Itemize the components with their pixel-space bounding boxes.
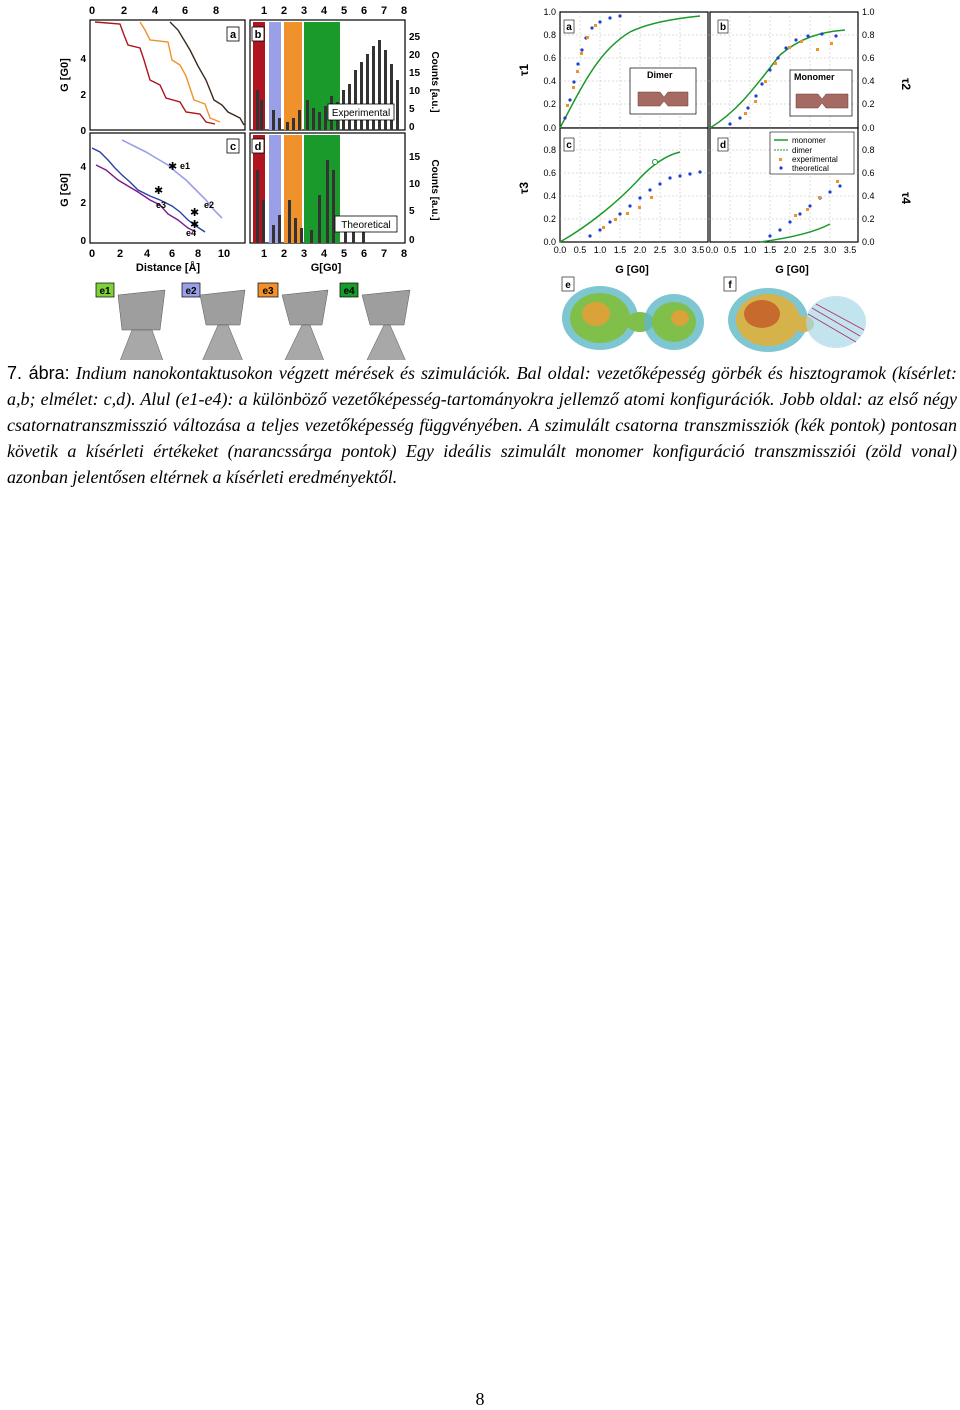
tick: 0 bbox=[88, 5, 96, 17]
legend-monomer: monomer bbox=[792, 136, 826, 145]
tick: 0.4 bbox=[862, 76, 875, 86]
tick: 4 bbox=[320, 248, 328, 260]
tick: 0.6 bbox=[543, 53, 556, 63]
tick: 3.5 bbox=[691, 245, 705, 255]
tick: 0.8 bbox=[862, 30, 875, 40]
tick: 0.0 bbox=[553, 245, 567, 255]
tick: 0.4 bbox=[543, 76, 556, 86]
tau4-label: τ4 bbox=[899, 191, 913, 205]
tick: 7 bbox=[380, 5, 388, 17]
tau-right-ticks bbox=[862, 7, 875, 247]
tau3-label: τ3 bbox=[517, 181, 531, 195]
xlabel-d: G [G0] bbox=[775, 264, 809, 276]
theoretical-label: Theoretical bbox=[341, 220, 391, 231]
tick: 0 bbox=[80, 126, 86, 137]
tick: 2 bbox=[120, 5, 128, 17]
panel-c-label: c bbox=[229, 141, 237, 153]
experimental-label: Experimental bbox=[331, 108, 391, 119]
tick: 3 bbox=[300, 248, 308, 260]
tick: 1.0 bbox=[543, 7, 556, 17]
tick: 3 bbox=[300, 5, 308, 17]
counts-label-b: Counts [a.u.] bbox=[429, 51, 440, 113]
tick: 10 bbox=[409, 179, 421, 190]
tick: 0.5 bbox=[573, 245, 587, 255]
density-image-e bbox=[562, 286, 704, 350]
tick: 1.0 bbox=[743, 245, 757, 255]
monomer-label: Monomer bbox=[794, 72, 835, 82]
tick: 0.0 bbox=[862, 237, 875, 247]
tick: 0.8 bbox=[862, 145, 875, 155]
tick: 1 bbox=[260, 248, 268, 260]
tick: 0.6 bbox=[862, 168, 875, 178]
tick: 4 bbox=[80, 162, 86, 173]
tau2-label: τ2 bbox=[899, 77, 913, 91]
xlabel-g: G[G0] bbox=[310, 262, 342, 274]
tick: 3.0 bbox=[673, 245, 687, 255]
tile-e3 bbox=[258, 283, 328, 360]
tick: 15 bbox=[409, 68, 421, 79]
tick: 0.6 bbox=[862, 53, 875, 63]
panel-b-label: b bbox=[254, 29, 262, 41]
tick: 0 bbox=[409, 122, 415, 133]
tick: 0.2 bbox=[862, 214, 875, 224]
tick: 8 bbox=[194, 248, 202, 260]
tick: 10 bbox=[409, 86, 421, 97]
tick: 0.2 bbox=[543, 214, 556, 224]
panel-d-label: d bbox=[254, 141, 262, 153]
tick: 0 bbox=[80, 236, 86, 247]
tick: 0.0 bbox=[543, 123, 556, 133]
tile-e3-label: e3 bbox=[262, 286, 274, 297]
left-bottom-axis bbox=[89, 248, 407, 260]
tile-e1 bbox=[96, 283, 165, 360]
tick: 5 bbox=[340, 5, 348, 17]
marker-e4: ✱ bbox=[190, 219, 200, 231]
tick: 2 bbox=[80, 90, 86, 101]
right-label-c: c bbox=[566, 140, 572, 151]
tick: 0.4 bbox=[862, 191, 875, 201]
tick: 4 bbox=[151, 5, 159, 17]
counts-label-d: Counts [a.u.] bbox=[429, 159, 440, 221]
tick: 0.0 bbox=[543, 237, 556, 247]
tick: 0.4 bbox=[543, 191, 556, 201]
tick: 0.2 bbox=[862, 99, 875, 109]
legend-dimer: dimer bbox=[792, 146, 813, 155]
marker-e2: ✱ bbox=[190, 207, 200, 219]
tick: 6 bbox=[168, 248, 176, 260]
tick: 0.8 bbox=[543, 30, 556, 40]
tick: 1.5 bbox=[613, 245, 627, 255]
tick: 0.0 bbox=[862, 123, 875, 133]
dimer-label: Dimer bbox=[647, 70, 673, 80]
xlabel-distance: Distance [Å] bbox=[135, 262, 201, 274]
right-label-f: f bbox=[728, 280, 732, 291]
right-label-a: a bbox=[566, 22, 572, 33]
tick: 10 bbox=[217, 248, 231, 260]
legend bbox=[770, 132, 854, 174]
tick: 8 bbox=[400, 5, 408, 17]
tile-e4-label: e4 bbox=[343, 286, 355, 297]
tick: 1.0 bbox=[862, 7, 875, 17]
tick: 2 bbox=[280, 5, 288, 17]
atomic-configurations bbox=[96, 283, 410, 360]
tau1-label: τ1 bbox=[517, 63, 531, 77]
left-top-axis bbox=[89, 5, 407, 17]
panel-c-frame bbox=[90, 133, 245, 243]
tick: 6 bbox=[181, 5, 189, 17]
tick: 6 bbox=[360, 5, 368, 17]
label-e3: e3 bbox=[156, 200, 167, 210]
label-e2: e2 bbox=[204, 200, 215, 210]
tick: 4 bbox=[143, 248, 151, 260]
tick: 2 bbox=[80, 198, 86, 209]
caption-label: 7. ábra: bbox=[7, 363, 70, 383]
tile-e1-label: e1 bbox=[99, 286, 111, 297]
marker-e1: ✱ bbox=[168, 161, 178, 173]
tick: 1 bbox=[260, 5, 268, 17]
tick: 7 bbox=[380, 248, 388, 260]
tick: 5 bbox=[409, 206, 415, 217]
right-label-b: b bbox=[719, 22, 727, 33]
tick: 0 bbox=[409, 235, 415, 246]
caption-text: Indium nanokontaktusokon végzett mérések és szimulációk. Bal oldal: vezetőképesség görbék és hisztogramok (kísérlet: a,b; elmélet: c,d). Alul (e1-e4): a különböző vezetőképesség-tartományokra jellemző atomi konfigurációk. Jobb oldal: az első négy csatornatranszmisszió változása a teljes vezetőképesség függvényében. A szimulált csatorna transzmissziók (kék pontok) pontosan követik a kísérleti értékeket (narancssárga pontok) Egy ideális szimulált monomer konfiguráció transzmissziói (zöld vonal) azonban jelentősen eltérnek a kísérleti eredményektől. bbox=[7, 363, 958, 487]
tick: 4 bbox=[80, 54, 86, 65]
tick: 2.0 bbox=[783, 245, 797, 255]
label-e4: e4 bbox=[186, 228, 197, 238]
panel-a-label: a bbox=[229, 29, 237, 41]
page-number: 8 bbox=[475, 1389, 485, 1409]
tick: 4 bbox=[320, 5, 328, 17]
ylabel-c: G [G0] bbox=[59, 173, 71, 207]
xlabel-c: G [G0] bbox=[615, 264, 649, 276]
tick: 2.5 bbox=[803, 245, 817, 255]
tick: 0.2 bbox=[543, 99, 556, 109]
band-orange-d bbox=[284, 135, 302, 243]
figure-caption bbox=[7, 360, 957, 490]
legend-experimental: experimental bbox=[792, 155, 838, 164]
tick: 20 bbox=[409, 50, 421, 61]
tick: 3.5 bbox=[843, 245, 857, 255]
density-image-f bbox=[728, 288, 866, 352]
tick: 2 bbox=[116, 248, 124, 260]
tick: 15 bbox=[409, 152, 421, 163]
figure bbox=[0, 0, 960, 360]
right-label-d: d bbox=[719, 140, 727, 151]
tick: 0.0 bbox=[705, 245, 719, 255]
tick: 0.5 bbox=[723, 245, 737, 255]
tau-left-ticks bbox=[543, 7, 556, 247]
tick: 8 bbox=[212, 5, 220, 17]
tick: 8 bbox=[400, 248, 408, 260]
tick: 0 bbox=[88, 248, 96, 260]
marker-e3: ✱ bbox=[154, 185, 164, 197]
tick: 2 bbox=[280, 248, 288, 260]
right-label-e: e bbox=[565, 280, 571, 291]
tick: 25 bbox=[409, 32, 421, 43]
label-e1: e1 bbox=[180, 161, 191, 171]
tick: 0.6 bbox=[543, 168, 556, 178]
tick: 1.5 bbox=[763, 245, 777, 255]
tile-e2 bbox=[182, 283, 245, 360]
tick: 2.5 bbox=[653, 245, 667, 255]
tick: 1.0 bbox=[593, 245, 607, 255]
tick: 5 bbox=[340, 248, 348, 260]
panel-a-frame bbox=[90, 20, 245, 130]
legend-theoretical: theoretical bbox=[792, 164, 829, 173]
ylabel-a: G [G0] bbox=[59, 58, 71, 92]
tick: 6 bbox=[360, 248, 368, 260]
tick: 3.0 bbox=[823, 245, 837, 255]
tick: 2.0 bbox=[633, 245, 647, 255]
tile-e4 bbox=[340, 283, 410, 360]
tick: 5 bbox=[409, 104, 415, 115]
tick: 0.8 bbox=[543, 145, 556, 155]
right-x-ticks bbox=[554, 245, 857, 255]
tile-e2-label: e2 bbox=[185, 286, 197, 297]
